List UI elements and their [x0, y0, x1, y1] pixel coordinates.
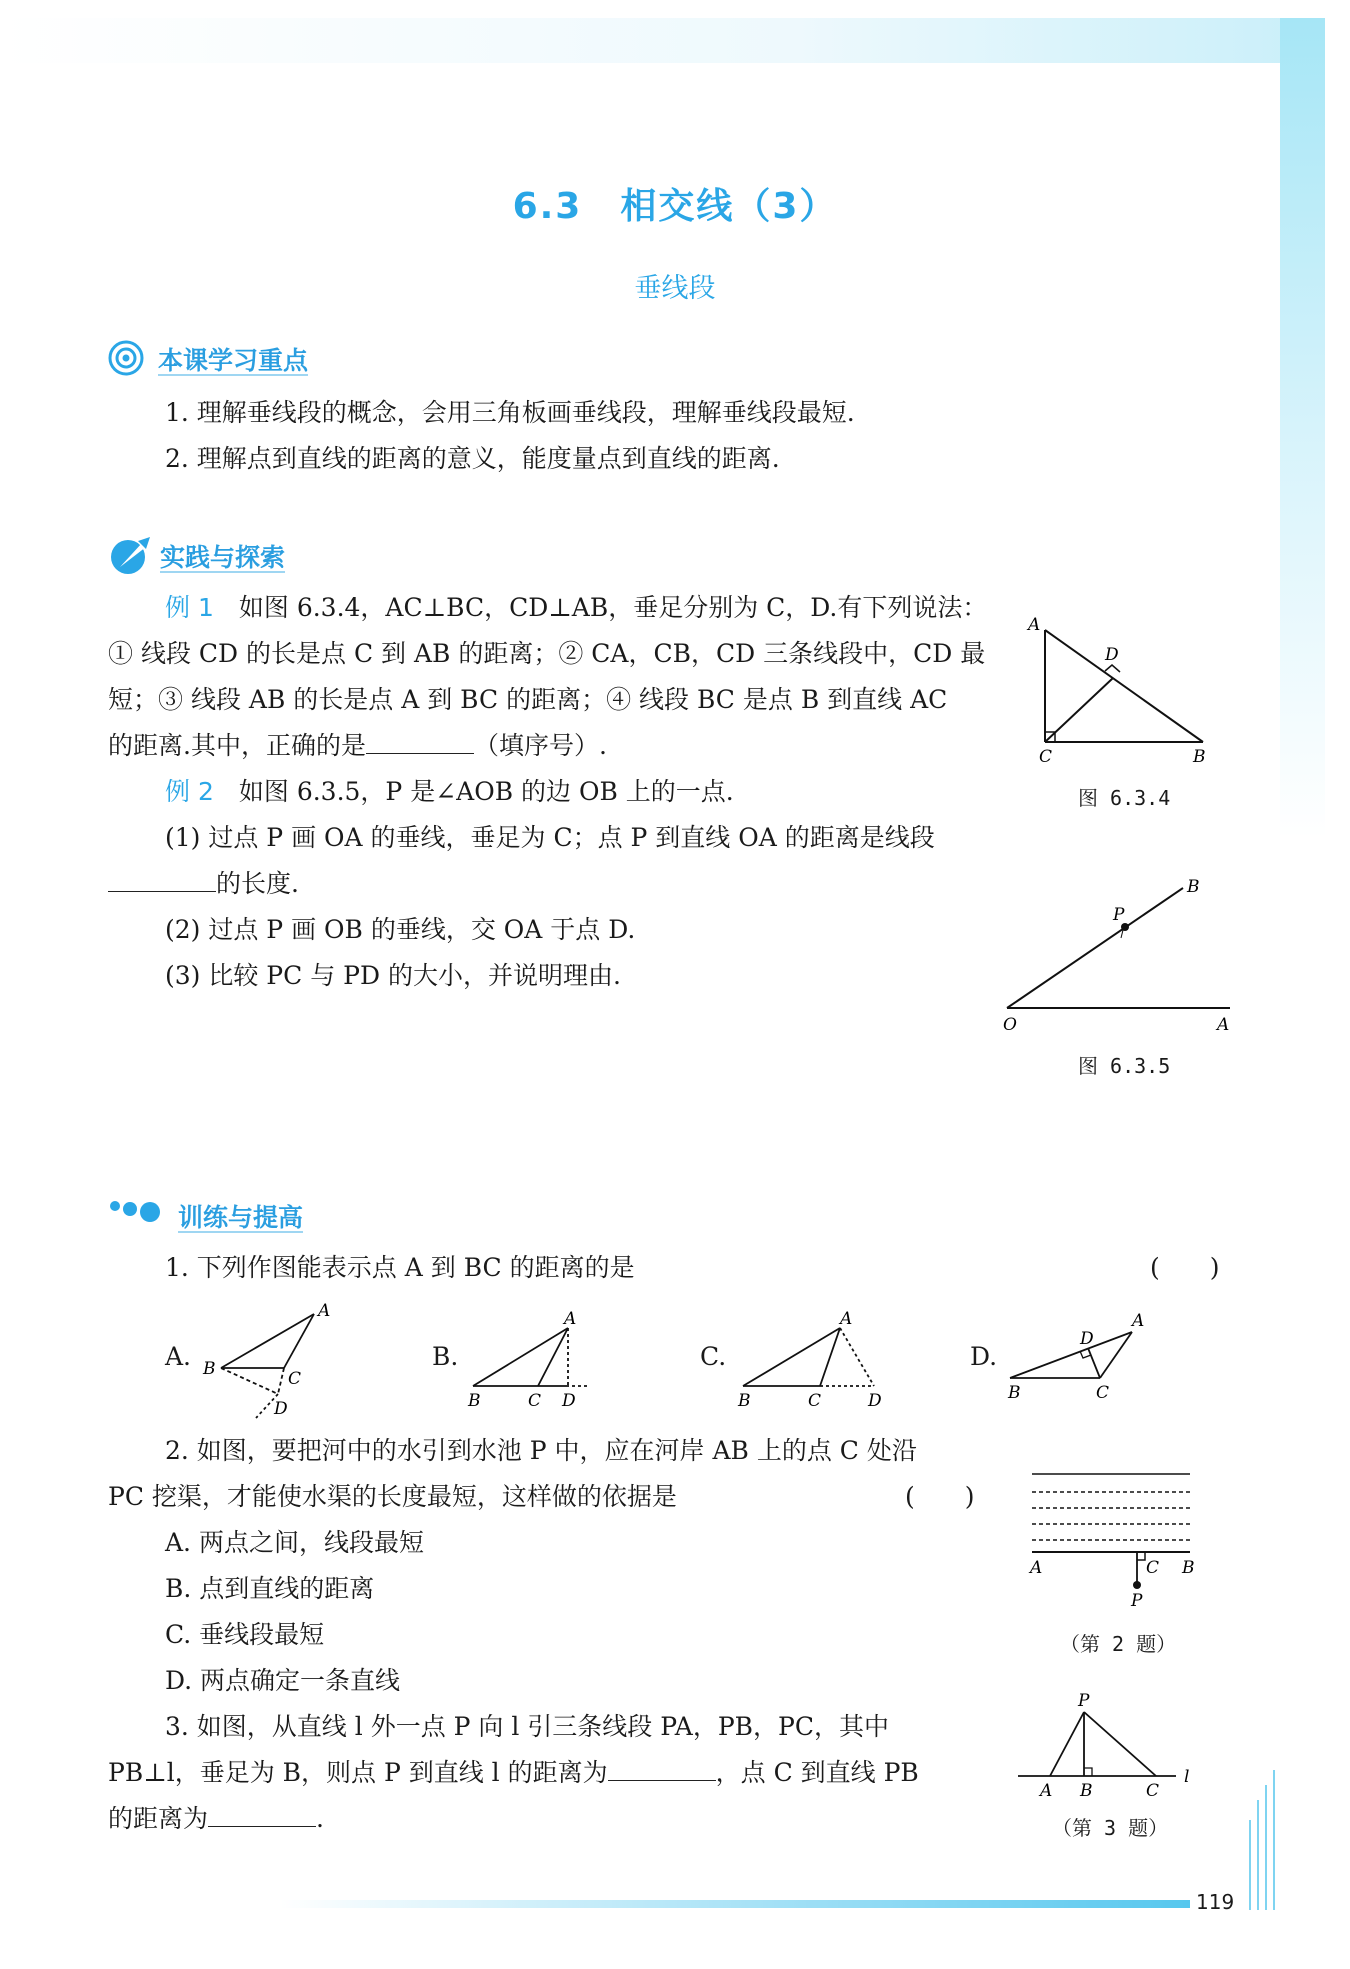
label-B: B [1193, 747, 1206, 767]
svg-text:B: B [203, 1359, 216, 1379]
page-number: 119 [1196, 1890, 1235, 1914]
svg-text:C: C [1096, 1383, 1110, 1403]
svg-text:C: C [288, 1369, 302, 1389]
q1-answer-paren[interactable]: ( ) [1150, 1253, 1220, 1282]
svg-text:D: D [274, 1399, 288, 1419]
label-B: B [1187, 877, 1200, 897]
example2-q1: (1) 过点 P 画 OA 的垂线，垂足为 C；点 P 到直线 OA 的距离是线段 [165, 823, 935, 852]
q3-line2: PB⊥l，垂足为 B，则点 P 到直线 l 的距离为 ，点 C 到直线 PB [108, 1758, 919, 1787]
example2-q3: (3) 比较 PC 与 PD 的大小，并说明理由. [165, 961, 621, 990]
svg-text:C: C [528, 1391, 542, 1410]
label-P: P [1113, 905, 1125, 925]
q1-figure-c [728, 1300, 888, 1410]
svg-text:B: B [738, 1391, 751, 1410]
figure-6-3-5 [995, 870, 1245, 1040]
figure-6-3-4-caption: 图 6.3.4 [1078, 786, 1171, 810]
svg-text:B: B [1182, 1558, 1195, 1578]
svg-text:C: C [1146, 1781, 1160, 1801]
q3-line1: 3. 如图，从直线 l 外一点 P 向 l 引三条线段 PA，PB，PC，其中 [165, 1712, 889, 1741]
example1-line3: 短；③ 线段 AB 的长是点 A 到 BC 的距离；④ 线段 BC 是点 B 到直线 AC [108, 685, 948, 714]
label-A: A [1217, 1015, 1230, 1035]
svg-text:A: A [318, 1301, 331, 1321]
q3-figure [1010, 1690, 1200, 1802]
q1-option-a[interactable]: A. [165, 1342, 192, 1371]
q2-answer-paren[interactable]: ( ) [905, 1482, 975, 1511]
target-icon [108, 340, 152, 376]
svg-text:D: D [562, 1391, 576, 1410]
svg-text:D: D [1080, 1329, 1094, 1349]
svg-text:D: D [868, 1391, 882, 1410]
dots-icon [108, 1192, 172, 1226]
q2-option-c[interactable]: C. 垂线段最短 [165, 1620, 325, 1649]
svg-text:A: A [1132, 1311, 1145, 1331]
answer-blank[interactable] [208, 1802, 316, 1827]
answer-blank[interactable] [108, 867, 216, 892]
figure-6-3-4 [1025, 610, 1225, 770]
key-points-heading: 本课学习重点 [158, 346, 309, 375]
svg-text:A: A [1040, 1781, 1053, 1801]
svg-text:B: B [1008, 1383, 1021, 1403]
svg-text:l: l [1184, 1767, 1190, 1787]
svg-text:C: C [1146, 1558, 1160, 1578]
example2-q2: (2) 过点 P 画 OB 的垂线，交 OA 于点 D. [165, 915, 636, 944]
example2-label: 例 2 [165, 777, 214, 806]
example1-line2: ① 线段 CD 的长是点 C 到 AB 的距离；② CA，CB，CD 三条线段中，CD 最 [108, 639, 986, 668]
q3-figure-caption: （第 3 题） [1052, 1816, 1169, 1840]
example1-label: 例 1 [165, 593, 214, 622]
svg-text:P: P [1078, 1691, 1090, 1711]
svg-text:C: C [808, 1391, 822, 1410]
svg-text:A: A [1030, 1558, 1043, 1578]
page-subtitle: 垂线段 [634, 273, 716, 304]
label-A: A [1028, 615, 1041, 635]
svg-text:A: A [564, 1309, 577, 1329]
svg-text:B: B [468, 1391, 481, 1410]
key-point-2: 2. 理解点到直线的距离的意义，能度量点到直线的距离. [165, 444, 780, 473]
example1-line4: 的距离.其中，正确的是 （填序号）. [108, 731, 607, 760]
label-D: D [1105, 645, 1119, 665]
q2-option-d[interactable]: D. 两点确定一条直线 [165, 1666, 401, 1695]
q3-line3: 的距离为 . [108, 1804, 324, 1833]
practice-heading: 实践与探索 [160, 543, 286, 572]
page-title: 6.3 相交线（3） [512, 186, 838, 227]
q1-figure-b [458, 1300, 608, 1410]
q2-line2: PC 挖渠，才能使水渠的长度最短，这样做的依据是 [108, 1482, 677, 1511]
key-point-1: 1. 理解垂线段的概念，会用三角板画垂线段，理解垂线段最短. [165, 398, 855, 427]
svg-text:P: P [1131, 1591, 1143, 1611]
example1-text: 如图 6.3.4，AC⊥BC，CD⊥AB，垂足分别为 C，D.有下列说法： [238, 593, 988, 622]
q1-figure-d [1000, 1300, 1160, 1410]
q1-figure-a [196, 1300, 346, 1420]
example1-line1 [165, 585, 987, 631]
answer-blank[interactable] [366, 729, 474, 754]
example2-q1-cont: 的长度. [108, 861, 299, 907]
svg-text:A: A [840, 1309, 853, 1329]
example2-line1: 例 2 如图 6.3.5，P 是∠AOB 的边 OB 上的一点. [165, 777, 734, 806]
figure-6-3-5-caption: 图 6.3.5 [1078, 1054, 1171, 1078]
q2-option-b[interactable]: B. 点到直线的距离 [165, 1574, 375, 1603]
q2-figure [1020, 1460, 1200, 1620]
q1-option-b[interactable]: B. [432, 1342, 459, 1371]
q1-option-c[interactable]: C. [700, 1342, 727, 1371]
q1-text: 1. 下列作图能表示点 A 到 BC 的距离的是 [165, 1253, 635, 1282]
q2-line1: 2. 如图，要把河中的水引到水池 P 中，应在河岸 AB 上的点 C 处沿 [165, 1436, 917, 1465]
label-O: O [1003, 1015, 1017, 1035]
label-C: C [1039, 747, 1053, 767]
svg-text:B: B [1080, 1781, 1093, 1801]
q2-option-a[interactable]: A. 两点之间，线段最短 [165, 1528, 424, 1557]
q2-figure-caption: （第 2 题） [1060, 1632, 1177, 1656]
answer-blank[interactable] [608, 1756, 716, 1781]
compass-icon [108, 535, 156, 577]
training-heading: 训练与提高 [178, 1203, 304, 1232]
q1-option-d[interactable]: D. [970, 1342, 998, 1371]
